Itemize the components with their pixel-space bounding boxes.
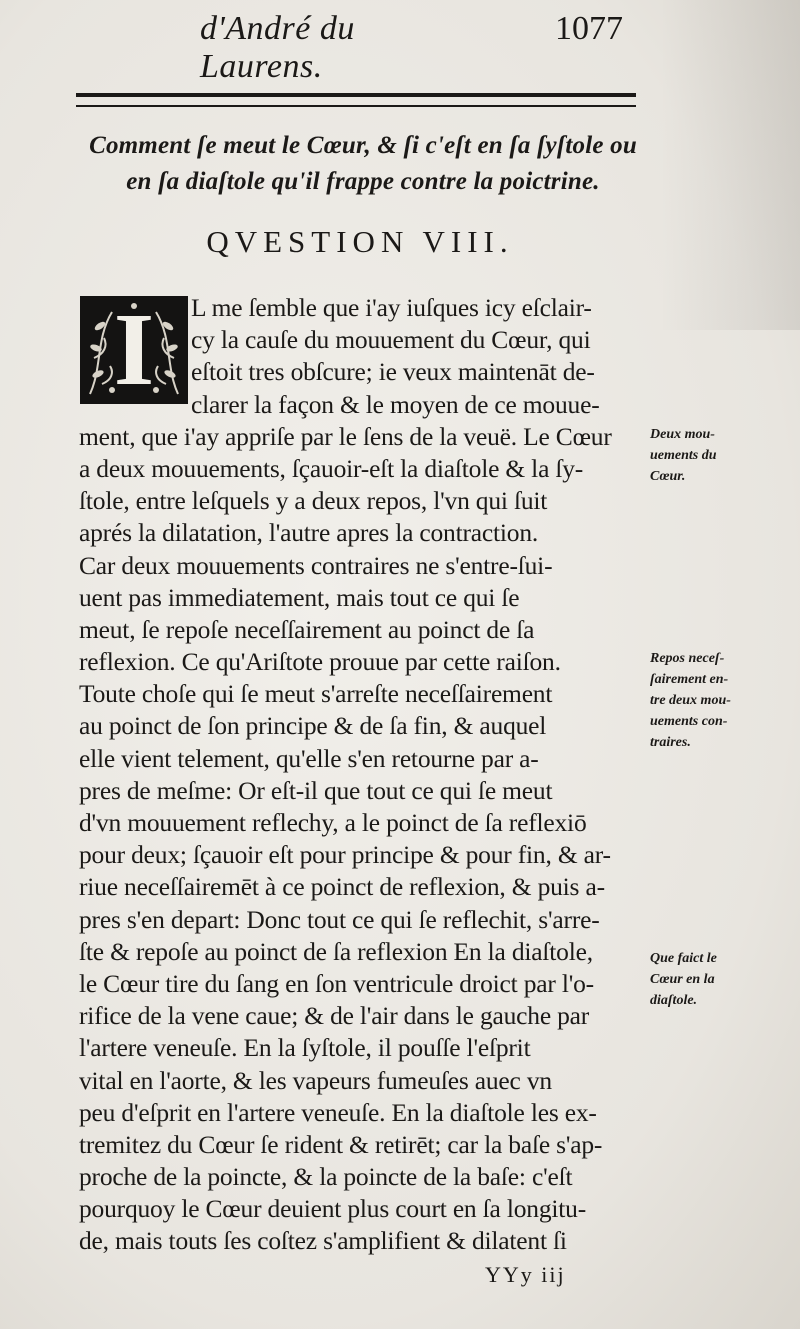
text-line: Toute choſe qui ſe meut s'arreſte neceſſairement — [79, 679, 553, 709]
text-line: riue neceſſairemēt à ce poinct de reflexion, & puis a- — [79, 872, 605, 902]
text-line: d'vn mouuement reflechy, a le poinct de ſa reflexiō — [79, 808, 587, 837]
text-line: l'artere veneuſe. En la ſyſtole, il pouſſe l'eſprit — [79, 1033, 531, 1063]
text-line: aprés la dilatation, l'autre apres la contraction. — [79, 518, 539, 548]
margin-note-line: Repos neceſ- — [650, 651, 725, 666]
text-line: vital en l'aorte, & les vapeurs fumeuſes auec vn — [79, 1065, 552, 1095]
margin-note-line: ſairement en- — [650, 672, 729, 687]
text-line: clarer la façon & le moyen de ce mouue- — [191, 389, 600, 419]
text-line: peu d'eſprit en l'artere veneuſe. En la diaſtole les ex- — [79, 1097, 597, 1127]
margin-note-line: uements con- — [650, 714, 728, 729]
text-line: uent pas immediatement, mais tout ce qui ſe — [79, 582, 520, 612]
text-line: tremitez du Cœur ſe rident & retirēt; car la baſe s'ap- — [79, 1129, 603, 1159]
text-line: le Cœur tire du ſang en ſon ventricule droict par l'o- — [79, 968, 594, 998]
text-line: Car deux mouuements contraires ne s'entre-ſui- — [79, 550, 553, 580]
text-line: proche de la poincte, & la poincte de la baſe: c'eſt — [79, 1162, 573, 1192]
text-line: au poinct de ſon principe & de ſa fin, & auquel — [79, 711, 547, 741]
running-head: d'André du Laurens. — [200, 10, 355, 85]
chapter-title — [78, 128, 648, 200]
text-line: elle vient telement, qu'elle s'en retourne par a- — [79, 743, 539, 773]
question-heading: QVESTION VIII. — [206, 224, 514, 259]
margin-note — [650, 424, 800, 487]
header-rule — [76, 93, 636, 107]
margin-note-line: Cœur. — [650, 469, 686, 484]
margin-note — [650, 648, 800, 753]
text-line: ſtole, entre leſquels y a deux repos, l'vn qui ſuit — [79, 486, 548, 516]
text-line: L me ſemble que i'ay iuſques icy eſclair- — [191, 293, 592, 322]
text-line: de, mais touts ſes coſtez s'amplifient & dilatent ſi — [79, 1226, 567, 1256]
signature-mark: YYy iij — [485, 1262, 566, 1287]
margin-note-line: tre deux mou- — [650, 693, 731, 708]
margin-note-line: diaſtole. — [650, 993, 698, 1008]
text-line: meut, ſe repoſe neceſſairement au poinct de ſa — [79, 614, 535, 644]
margin-note — [650, 948, 800, 1011]
text-line: rifice de la vene caue; & de l'air dans le gauche par — [79, 1001, 590, 1031]
body-text — [79, 292, 639, 1258]
text-line: pour deux; ſçauoir eſt pour principe & pour fin, & ar- — [79, 840, 611, 870]
text-line: ſte & repoſe au poinct de ſa reflexion En la diaſtole, — [79, 936, 593, 966]
text-line: ment, que i'ay appriſe par le ſens de la veuë. Le Cœur — [79, 421, 612, 451]
text-line: pres s'en depart: Donc tout ce qui ſe reflechit, s'arre- — [79, 904, 600, 934]
text-line: cy la cauſe du mouuement du Cœur, qui — [191, 325, 591, 355]
margin-note-line: Cœur en la — [650, 972, 715, 987]
margin-note-line: Que faict le — [650, 951, 717, 966]
show-through-shadow — [660, 0, 800, 330]
margin-note-line: Deux mou- — [650, 427, 715, 442]
drop-cap-letter: I — [113, 292, 155, 407]
chapter-title-line: Comment ſe meut le Cœur, & ſi c'eſt en ſa ſyſtole ou — [89, 132, 637, 159]
page-number: 1077 — [555, 10, 623, 47]
text-line: pres de meſme: Or eſt-il que tout ce qui ſe meut — [79, 775, 553, 805]
text-line: pourquoy le Cœur deuient plus court en ſa longitu- — [79, 1194, 586, 1224]
text-line: eſtoit tres obſcure; ie veux maintenāt de- — [191, 357, 595, 387]
margin-note-line: uements du — [650, 448, 717, 463]
text-line: a deux mouuements, ſçauoir-eſt la diaſtole & la ſy- — [79, 453, 584, 483]
text-line: reflexion. Ce qu'Ariſtote prouue par cette raiſon. — [79, 647, 561, 677]
margin-note-line: traires. — [650, 735, 691, 750]
chapter-title-line: en ſa diaſtole qu'il frappe contre la poictrine. — [126, 168, 600, 195]
